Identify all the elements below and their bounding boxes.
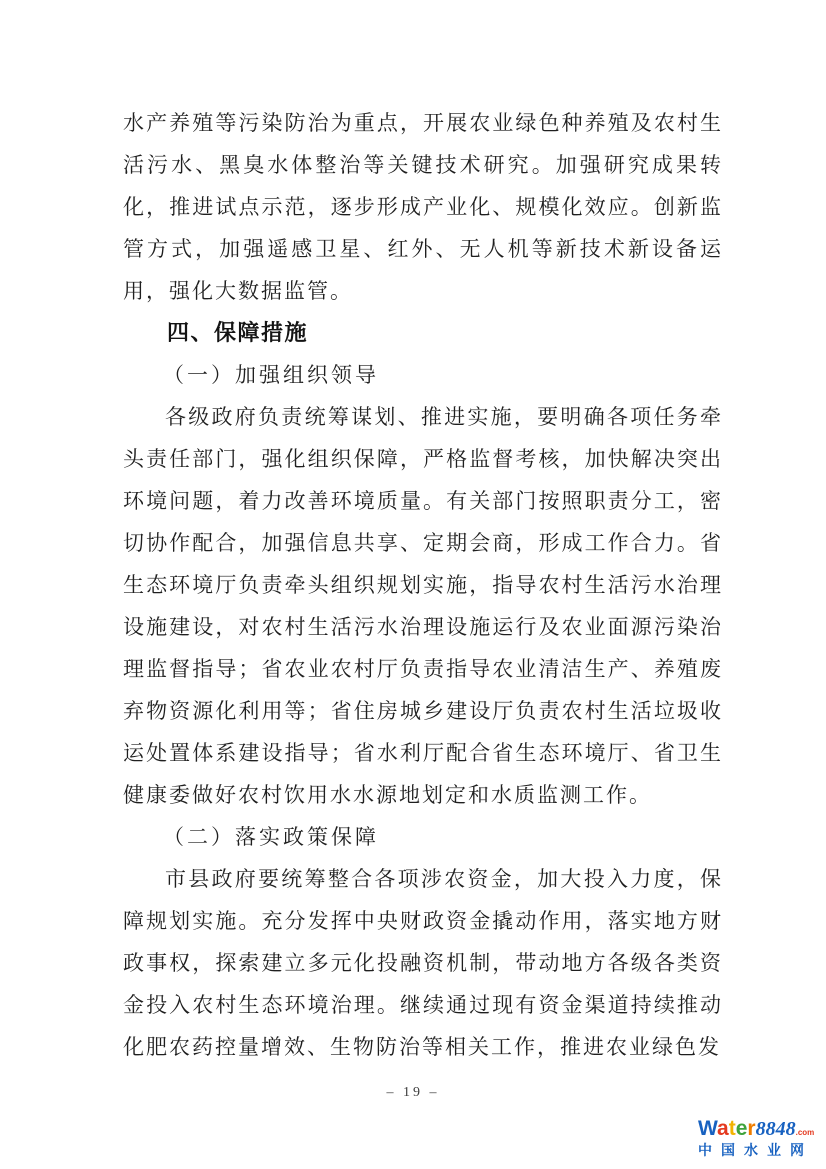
chapter-heading: 四、保障措施 xyxy=(167,320,309,345)
logo-wordmark xyxy=(698,1118,824,1139)
paragraph-continuation: 水产养殖等污染防治为重点，开展农业绿色种养殖及农村生活污水、黑臭水体整治等关键技术研究。加强研究成果转化，推进试点示范，逐步形成产业化、规模化效应。创新监管方式，加强遥感卫星、红外、无人机等新技术新设备运用，强化大数据监管。 xyxy=(123,111,723,303)
subsection-title-organization: （一）加强组织领导 xyxy=(163,363,379,387)
page-number: – 19 – xyxy=(386,1085,440,1100)
page-footer xyxy=(0,1083,826,1103)
subsection-title-policy: （二）落实政策保障 xyxy=(163,825,379,849)
logo-letter: W xyxy=(698,1117,718,1140)
logo-water-letters xyxy=(698,1117,756,1140)
logo-letter: a xyxy=(717,1117,729,1140)
logo-domain: .com xyxy=(795,1128,815,1137)
paragraph-organization: 各级政府负责统筹谋划、推进实施，要明确各项任务牵头责任部门，强化组织保障，严格监督考核，加快解决突出环境问题，着力改善环境质量。有关部门按照职责分工，密切协作配合，加强信息共享、定期会商，形成工作合力。省生态环境厅负责牵头组织规划实施，指导农村生活污水治理设施建设，对农村生活污水治理设施运行及农业面源污染治理监督指导；省农业农村厅负责指导农业清洁生产、养殖废弃物资源化利用等；省住房城乡建设厅负责农村生活垃圾收运处置体系建设指导；省水利厅配合省生态环境厅、省卫生健康委做好农村饮用水水源地划定和水质监测工作。 xyxy=(123,405,723,807)
paragraph-policy: 市县政府要统筹整合各项涉农资金，加大投入力度，保障规划实施。充分发挥中央财政资金撬动作用，落实地方财政事权，探索建立多元化投融资机制，带动地方各级各类资金投入农村生态环境治理。继续通过现有资金渠道持续推动化肥农药控量增效、生物防治等相关工作，推进农业绿色发 xyxy=(123,867,723,1059)
logo-letter: r xyxy=(747,1117,756,1140)
logo-letter: e xyxy=(735,1117,748,1140)
logo-subtitle: 中国水业网 xyxy=(698,1142,813,1158)
water8848-logo xyxy=(698,1118,824,1157)
document-content xyxy=(123,102,723,1068)
logo-number: 8848 xyxy=(755,1118,796,1140)
logo-letter: t xyxy=(728,1117,736,1140)
